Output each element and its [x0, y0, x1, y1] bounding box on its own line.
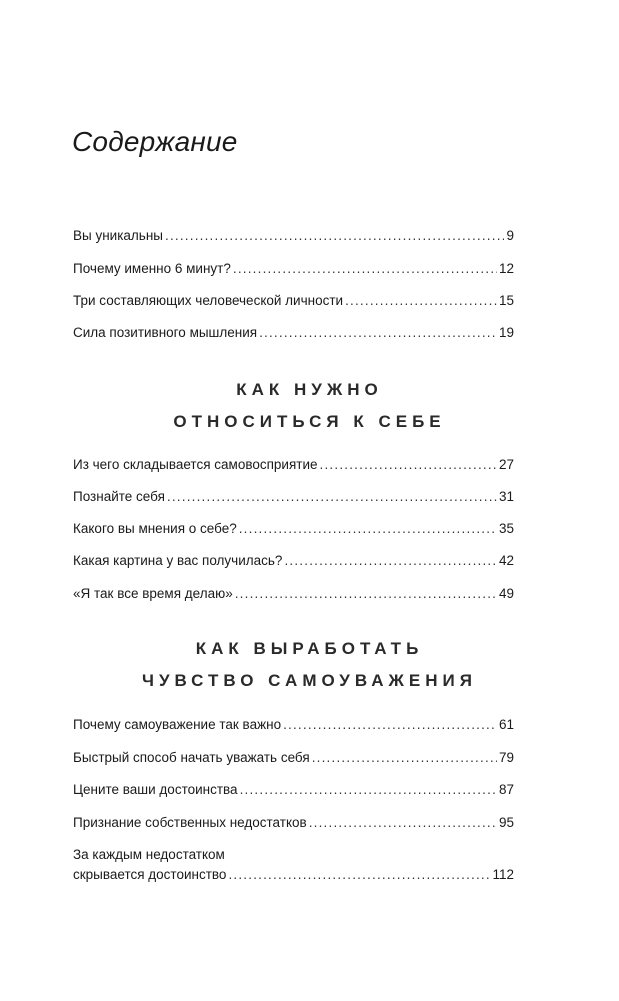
toc-leader-dots	[345, 291, 497, 311]
toc-entry-label: скрывается достоинство	[73, 867, 227, 882]
toc-entry[interactable]	[73, 519, 514, 539]
toc-entry[interactable]	[73, 259, 514, 279]
toc-entry-label: Вы уникальны	[73, 228, 163, 243]
toc-entry[interactable]	[73, 715, 514, 735]
toc-entry-page: 27	[498, 457, 514, 472]
toc-entry-page: 35	[498, 521, 514, 536]
toc-entry[interactable]	[73, 845, 514, 885]
toc-entry-page: 87	[498, 782, 514, 797]
toc-leader-dots	[259, 323, 497, 343]
toc-entry[interactable]	[73, 291, 514, 311]
toc-entry-label: Какого вы мнения о себе?	[73, 521, 237, 536]
toc-leader-dots	[320, 455, 497, 475]
toc-leader-dots	[283, 715, 497, 735]
toc-entry-label: Цените ваши достоинства	[73, 782, 238, 797]
toc-leader-dots	[165, 226, 504, 246]
toc-entry-page: 42	[498, 553, 514, 568]
toc-entry-page: 95	[498, 815, 514, 830]
toc-entry[interactable]	[73, 487, 514, 507]
toc-entry[interactable]	[73, 780, 514, 800]
toc-leader-dots	[235, 584, 497, 604]
toc-leader-dots	[233, 259, 497, 279]
toc-entry[interactable]	[73, 748, 514, 768]
toc-entry-page: 9	[506, 228, 514, 243]
toc-entry-page: 12	[498, 261, 514, 276]
toc-entry-label: «Я так все время делаю»	[73, 586, 233, 601]
toc-entry[interactable]	[73, 455, 514, 475]
toc-leader-dots	[284, 551, 497, 571]
toc-entry[interactable]	[73, 584, 514, 604]
toc-entry-page: 19	[498, 325, 514, 340]
toc-entry-label: Быстрый способ начать уважать себя	[73, 750, 310, 765]
section-heading-line: КАК ВЫРАБОТАТЬ	[195, 639, 424, 658]
toc-entry-line	[73, 845, 514, 865]
section-heading-line: КАК НУЖНО	[236, 380, 383, 399]
toc-entry[interactable]	[73, 323, 514, 343]
toc-entry-label: Из чего складывается самовосприятие	[73, 457, 318, 472]
section-heading	[0, 374, 619, 438]
toc-entry-label: Познайте себя	[73, 489, 165, 504]
toc-entry-page: 79	[498, 750, 514, 765]
toc-entry-label: Сила позитивного мышления	[73, 325, 258, 340]
section-heading-line: ЧУВСТВО САМОУВАЖЕНИЯ	[142, 671, 477, 690]
toc-entry-label: Почему именно 6 минут?	[73, 261, 231, 276]
toc-entry-page: 112	[492, 867, 514, 882]
toc-leader-dots	[228, 865, 490, 885]
toc-entry-page: 61	[498, 717, 514, 732]
toc-entry[interactable]	[73, 551, 514, 571]
toc-entry-label: Признание собственных недостатков	[73, 815, 307, 830]
toc-entry-line	[73, 865, 514, 885]
toc-leader-dots	[312, 748, 497, 768]
toc-entry-page: 49	[498, 586, 514, 601]
toc-entry-label: За каждым недостатком	[73, 847, 225, 862]
toc-entry-label: Почему самоуважение так важно	[73, 717, 282, 732]
toc-entry-label: Три составляющих человеческой личности	[73, 293, 344, 308]
toc-entry[interactable]	[73, 813, 514, 833]
toc-leader-dots	[239, 519, 497, 539]
toc-entry-label: Какая картина у вас получилась?	[73, 553, 283, 568]
toc-entry[interactable]	[73, 226, 514, 246]
section-heading-line: ОТНОСИТЬСЯ К СЕБЕ	[173, 412, 446, 431]
toc-entry-page: 31	[498, 489, 514, 504]
toc-leader-dots	[240, 780, 497, 800]
toc-entry-page: 15	[498, 293, 514, 308]
toc-leader-dots	[167, 487, 497, 507]
section-heading	[0, 633, 619, 697]
toc-leader-dots	[309, 813, 497, 833]
page-title: Содержание	[72, 126, 238, 157]
